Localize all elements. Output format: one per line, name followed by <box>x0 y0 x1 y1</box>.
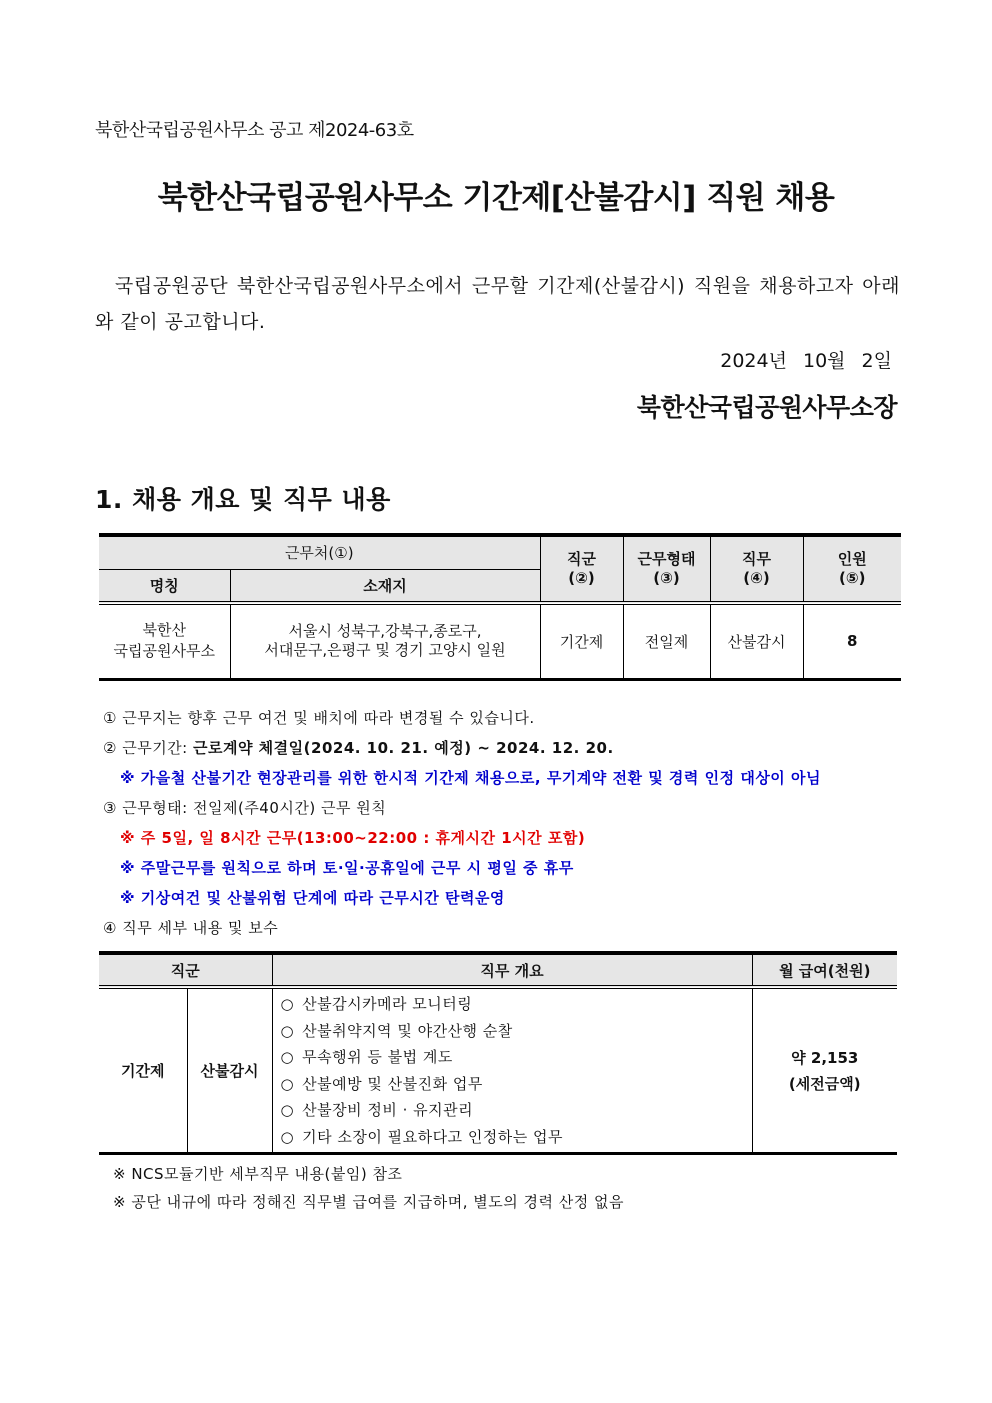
circle-bullet-icon: ○ <box>280 1021 295 1040</box>
cell-duty: 산불감시 <box>710 603 803 679</box>
signer: 북한산국립공원사무소장 <box>636 393 897 422</box>
recruitment-overview-table <box>99 533 901 681</box>
note-3: ③ 근무형태: 전일제(주40시간) 근무 원칙 <box>103 799 387 817</box>
circle-bullet-icon: ○ <box>280 1074 295 1093</box>
duty-item: ○ 산불감시카메라 모니터링 <box>280 995 473 1013</box>
duty-item: ○ 산불취약지역 및 야간산행 순찰 <box>280 1021 513 1040</box>
header-workplace: 근무처(①) <box>99 535 540 569</box>
circle-bullet-icon: ○ <box>280 1048 295 1066</box>
table-row <box>99 987 897 1154</box>
cell-headcount: 8 <box>803 603 901 679</box>
duty-item: ○ 기타 소장이 필요하다고 인정하는 업무 <box>280 1127 564 1146</box>
header-duty-summary: 직무 개요 <box>272 953 752 987</box>
announcement-date: 2024년 10월 2일 <box>720 350 892 372</box>
notice-number: 북한산국립공원사무소 공고 제2024-63호 <box>95 120 414 141</box>
header-job-group: 직군 (②) <box>540 535 623 603</box>
table-row <box>99 603 901 679</box>
cell-monthly-pay: 약 2,153 (세전금액) <box>752 987 897 1154</box>
note-1: ① 근무지는 향후 근무 여건 및 배치에 따라 변경될 수 있습니다. <box>103 709 535 727</box>
duty-detail-table <box>99 951 897 1155</box>
cell-duty: 산불감시 <box>187 987 272 1154</box>
note-3-sub-3: ※ 기상여건 및 산불위험 단계에 따라 근무시간 탄력운영 <box>120 889 505 907</box>
note-3-sub-2: ※ 주말근무를 원칙으로 하며 토·일·공휴일에 근무 시 평일 중 휴무 <box>120 859 574 877</box>
circle-bullet-icon: ○ <box>280 995 295 1013</box>
header-duty: 직무 (④) <box>710 535 803 603</box>
duty-item: ○ 산불장비 정비 · 유지관리 <box>280 1101 474 1119</box>
header-name: 명칭 <box>99 569 230 603</box>
cell-location: 서울시 성북구,강북구,종로구, 서대문구,은평구 및 경기 고양시 일원 <box>230 603 540 679</box>
header-work-type: 근무형태 (③) <box>623 535 710 603</box>
intro-text: 국립공원공단 북한산국립공원사무소에서 근무할 기간제(산불감시) 직원을 채용하고자 아래와 같이 공고합니다. <box>95 275 900 333</box>
header-headcount: 인원 (⑤) <box>803 535 901 603</box>
note-2: ② 근무기간: 근로계약 체결일(2024. 10. 21. 예정) ~ 2024. 12. 20. <box>103 739 614 757</box>
intro-paragraph <box>95 268 900 340</box>
note-3-sub-1: ※ 주 5일, 일 8시간 근무(13:00~22:00 : 휴게시간 1시간 포함) <box>120 829 586 847</box>
cell-job-group: 기간제 <box>99 987 187 1154</box>
cell-name: 북한산 국립공원사무소 <box>99 603 230 679</box>
duty-item: ○ 산불예방 및 산불진화 업무 <box>280 1074 483 1093</box>
circle-bullet-icon: ○ <box>280 1101 295 1119</box>
header-job-group: 직군 <box>99 953 272 987</box>
header-monthly-pay: 월 급여(천원) <box>752 953 897 987</box>
footnote-2: ※ 공단 내규에 따라 정해진 직무별 급여를 지급하며, 별도의 경력 산정 없음 <box>113 1193 624 1211</box>
header-location: 소재지 <box>230 569 540 603</box>
footnote-1: ※ NCS모듈기반 세부직무 내용(붙임) 참조 <box>113 1165 403 1183</box>
section-heading: 1. 채용 개요 및 직무 내용 <box>95 485 391 514</box>
circle-bullet-icon: ○ <box>280 1127 295 1146</box>
contract-period: 근로계약 체결일(2024. 10. 21. 예정) ~ 2024. 12. 20. <box>193 739 614 757</box>
duty-item: ○ 무속행위 등 불법 계도 <box>280 1048 453 1066</box>
duty-list <box>272 987 752 1154</box>
note-4: ④ 직무 세부 내용 및 보수 <box>103 919 279 937</box>
document-title: 북한산국립공원사무소 기간제[산불감시] 직원 채용 <box>157 180 835 216</box>
cell-work-type: 전일제 <box>623 603 710 679</box>
cell-job-group: 기간제 <box>540 603 623 679</box>
note-2-sub: ※ 가을철 산불기간 현장관리를 위한 한시적 기간제 채용으로, 무기계약 전환 및 경력 인정 대상이 아님 <box>120 769 821 787</box>
